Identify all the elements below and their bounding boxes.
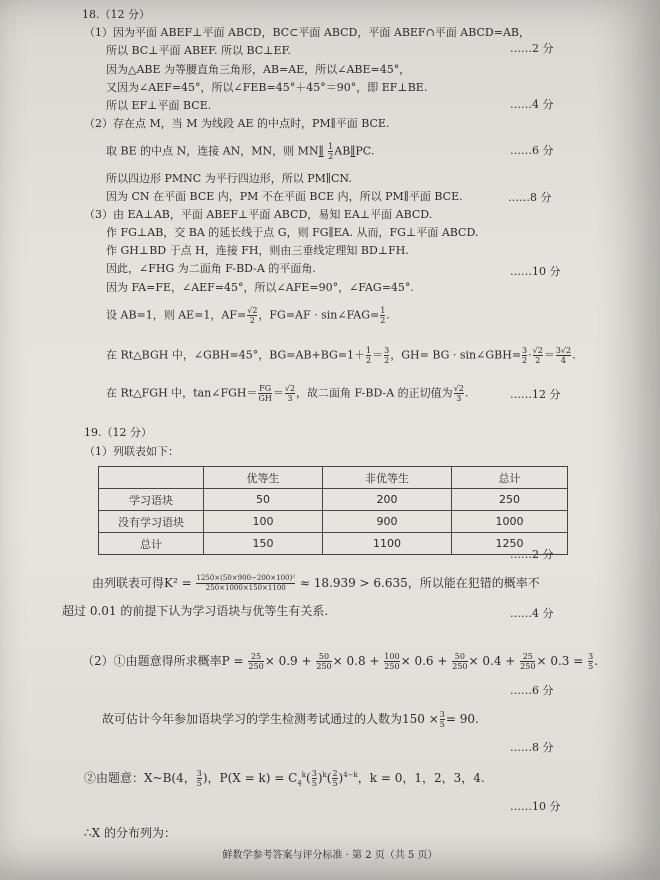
parallel-equal-sign: ∥ xyxy=(350,144,356,158)
q18-p3-line5: 因为 FA=FE，∠AEF=45°，所以∠AFE=90°，∠FAG=45°. xyxy=(106,281,414,294)
table-cell: 150 xyxy=(204,533,323,555)
score-marker: ……12 分 xyxy=(510,388,561,401)
fraction: $\frac{FG}{GH}$ xyxy=(258,384,272,403)
table-cell: 1100 xyxy=(323,533,452,555)
score-marker: ……10 分 xyxy=(510,800,561,813)
table-cell: 总计 xyxy=(99,533,204,555)
score-marker: ……2 分 xyxy=(510,548,554,561)
q18-p1-line3: 因为△ABE 为等腰直角三角形，AB=AE，所以∠ABE=45°， xyxy=(106,63,411,76)
text: ≈ 18.939 > 6.635，所以能在犯错的概率不 xyxy=(299,576,540,590)
q18-p1-line2: 所以 BC⊥平面 ABEF. 所以 BC⊥EF. xyxy=(106,44,292,57)
q18-p1-line5: 所以 EF⊥平面 BCE. xyxy=(106,99,212,112)
fraction: $\frac{50}{250}$ xyxy=(316,652,332,671)
text: PC. xyxy=(355,144,375,158)
q18-p2-line2 xyxy=(106,142,374,161)
parallel-equal-sign: ∥ xyxy=(318,144,324,158)
text: ，FG=AF · sin∠FAG= xyxy=(258,308,380,322)
table-row xyxy=(99,489,568,511)
contingency-table xyxy=(98,466,568,555)
q18-p3-line2: 作 FG⊥AB，交 BA 的延长线于点 G，则 FG∥EA. 从而，FG⊥平面 ABCD. xyxy=(106,226,479,239)
table-cell: 1250 xyxy=(452,533,568,555)
text: = 90. xyxy=(445,712,479,726)
fraction: $\frac{3}{2}$ xyxy=(522,346,528,365)
text: ，GH= BG · sin∠GBH= xyxy=(390,348,522,362)
table-cell: 1000 xyxy=(452,511,568,533)
table-cell: 没有学习语块 xyxy=(99,511,204,533)
q18-p3-line8: 在 Rt△FGH 中，tan∠FGH＝ $\frac{FG}{GH}$ ＝ $\frac{√2}{3}$ ，故二面角 F-BD-A 的正切值为 $\frac{√2}{3}$ . xyxy=(106,384,469,403)
q18-p2-line4: 因为 CN 在平面 BCE 内，PM 不在平面 BCE 内，所以 PM∥平面 BCE. xyxy=(106,190,463,203)
table-cell: 50 xyxy=(204,489,323,511)
fraction: $\frac{2}{5}$ xyxy=(332,769,338,788)
fraction: $\frac{3√2}{4}$ xyxy=(555,346,572,365)
score-marker: ……8 分 xyxy=(508,191,552,204)
text: × 0.9 + xyxy=(264,654,312,668)
q18-p3-line7: 在 Rt△BGH 中，∠GBH=45°，BG=AB+BG=1＋ $\frac{1}{2}$ ＝ $\frac{3}{2}$ ，GH= BG · sin∠GBH= $\frac{3}{2}$ · $\frac{√2}{2}$ ＝ $\frac{3√2}{4}$ . xyxy=(106,346,576,365)
fraction: $\frac{√2}{2}$ xyxy=(247,306,258,325)
fraction: $\frac{3}{5}$ xyxy=(439,710,445,729)
score-marker: ……6 分 xyxy=(510,684,554,697)
table-cell xyxy=(99,467,204,489)
fraction: $\frac{100}{250}$ xyxy=(384,652,400,671)
q18-p1-line4: 又因为∠AEF=45°，所以∠FEB=45°＋45°＝90°，即 EF⊥BE. xyxy=(106,81,428,94)
fraction: $\frac{1}{2}$ xyxy=(366,346,372,365)
fraction: $\frac{√2}{3}$ xyxy=(284,384,296,403)
text: 250×1000×150×1100 xyxy=(205,584,286,592)
table-cell: 100 xyxy=(204,511,323,533)
fraction: $\frac{3}{5}$ xyxy=(588,652,594,671)
text: ＝ xyxy=(272,386,284,400)
text: （2）①由题意得所求概率P = xyxy=(82,654,244,668)
table-cell: 200 xyxy=(323,489,452,511)
table-header-row xyxy=(99,467,568,489)
q19-final-line: ∴X 的分布列为： xyxy=(84,826,176,840)
q19-distribution-line: ②由题意：X~B(4， $\frac{3}{5}$ )，$P(X = k) = C_4^k$( $\frac{3}{5}$ )$^k$( $\frac{2}{5}$ )$^{4-k}$，k = 0，1，2，3，4. xyxy=(84,769,485,788)
text: × 0.6 + xyxy=(400,654,448,668)
fraction: $\frac{3}{5}$ xyxy=(196,769,202,788)
text: 故可估计今年参加语块学习的学生检测考试通过的人数为150 × xyxy=(102,712,439,726)
q18-header: 18.（12 分） xyxy=(82,8,150,21)
text: 在 Rt△BGH 中，∠GBH=45°，BG=AB+BG=1＋ xyxy=(106,348,366,362)
score-marker: ……10 分 xyxy=(510,265,561,278)
text: 1250×(50×900−200×100)² xyxy=(196,574,296,582)
score-marker: ……2 分 xyxy=(510,42,554,55)
score-marker: ……8 分 xyxy=(510,741,554,754)
text: × 0.3 = xyxy=(536,654,584,668)
q18-p2-line1: （2）存在点 M，当 M 为线段 AE 的中点时，PM∥平面 BCE. xyxy=(84,117,390,130)
q18-p1-line1: （1）因为平面 ABEF⊥平面 ABCD，BC⊂平面 ABCD，平面 ABEF∩平面 ABCD=AB， xyxy=(84,26,530,39)
k2-fraction xyxy=(196,574,295,593)
q19-p1-label: （1）列联表如下： xyxy=(84,445,179,458)
text: 由列联表可得K² = xyxy=(92,576,192,590)
q18-p3-line4: 因此，∠FHG 为二面角 F-BD-A 的平面角. xyxy=(106,262,316,275)
text: × 0.8 + xyxy=(332,654,380,668)
fraction: $\frac{√2}{3}$ xyxy=(453,384,464,403)
score-marker: ……6 分 xyxy=(510,144,554,157)
q19-estimate-line xyxy=(102,710,479,729)
score-marker: ……4 分 xyxy=(510,607,554,620)
page-footer: 鲜数学参考答案与评分标准 · 第 2 页（共 5 页） xyxy=(222,850,438,861)
table-cell: 非优等生 xyxy=(323,467,452,489)
text: )，P(X = k) = C xyxy=(202,771,298,785)
text: AB xyxy=(334,144,351,158)
table-row xyxy=(99,511,568,533)
fraction: $\frac{25}{250}$ xyxy=(520,652,536,671)
table-cell: 总计 xyxy=(452,467,568,489)
text: ，故二面角 F-BD-A 的正切值为 xyxy=(296,386,453,400)
table-cell: 优等生 xyxy=(204,467,323,489)
text: × 0.4 + xyxy=(468,654,516,668)
q18-p3-line3: 作 GH⊥BD 于点 H，连接 FH，则由三垂线定理知 BD⊥FH. xyxy=(106,244,409,257)
score-marker: ……4 分 xyxy=(510,98,554,111)
text: 在 Rt△FGH 中，tan∠FGH＝ xyxy=(106,386,258,400)
q18-p3-line1: （3）由 EA⊥AB，平面 ABEF⊥平面 ABCD，易知 EA⊥平面 ABCD. xyxy=(84,208,433,221)
text: 取 BE 的中点 N，连接 AN，MN，则 MN xyxy=(106,144,319,158)
fraction: $\frac{25}{250}$ xyxy=(248,652,264,671)
text: ②由题意：X~B(4， xyxy=(84,771,196,785)
q18-p3-line6: 设 AB=1，则 AE=1，AF= $\frac{√2}{2}$ ，FG=AF · sin∠FAG= $\frac{1}{2}$ . xyxy=(106,306,390,325)
fraction: $\frac{√2}{2}$ xyxy=(532,346,543,365)
table-cell: 250 xyxy=(452,489,568,511)
q19-p2-line: （2）①由题意得所求概率P = $\frac{25}{250}$ × 0.9 + $\frac{50}{250}$ × 0.8 + $\frac{100}{250}$ × 0.6 + $\frac{50}{250}$ × 0.4 + $\frac{25}{250}$ × 0.3 = $\frac{3}{5}$ . xyxy=(82,652,599,671)
text: 设 AB=1，则 AE=1，AF= xyxy=(106,308,247,322)
q19-header: 19.（12 分） xyxy=(84,426,152,439)
table-row xyxy=(99,533,568,555)
fraction: $\frac{3}{2}$ xyxy=(384,346,390,365)
fraction: $\frac{3}{5}$ xyxy=(311,769,317,788)
fraction: $\frac{1}{2}$ xyxy=(328,142,334,161)
table-cell: 900 xyxy=(323,511,452,533)
q19-k2-line xyxy=(92,574,540,593)
table-cell: 学习语块 xyxy=(99,489,204,511)
text: ，k = 0，1，2，3，4. xyxy=(357,771,485,785)
q18-p2-line3: 所以四边形 PMNC 为平行四边形，所以 PM∥CN. xyxy=(106,172,352,185)
q19-k2-line2: 超过 0.01 的前提下认为学习语块与优等生有关系. xyxy=(62,604,329,618)
fraction: $\frac{1}{2}$ xyxy=(380,306,386,325)
fraction: $\frac{50}{250}$ xyxy=(452,652,468,671)
